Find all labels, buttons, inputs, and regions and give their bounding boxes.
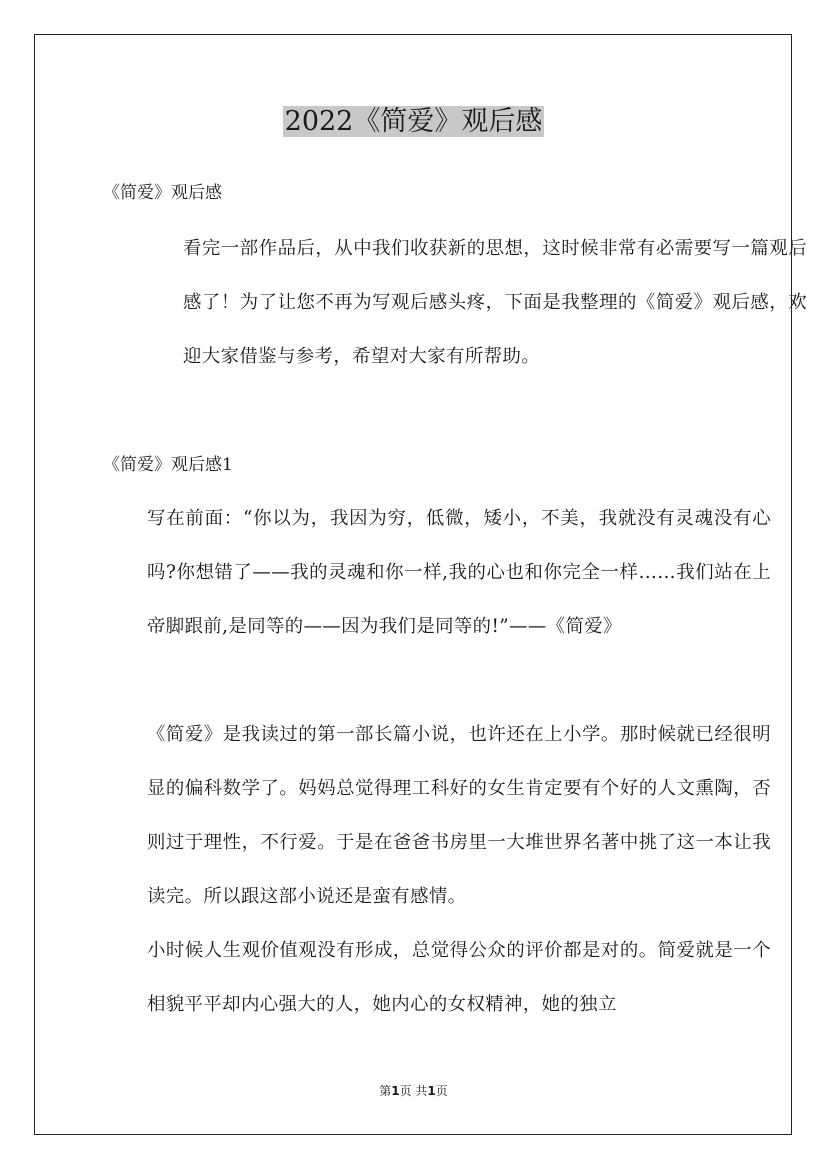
page-footer-mid: 页 共 bbox=[399, 1084, 428, 1098]
page-total: 1 bbox=[427, 1084, 436, 1098]
body-paragraph: 写在前面：“你以为，我因为穷，低微，矮小，不美，我就没有灵魂没有心吗?你想错了——我的灵魂和你一样,我的心也和你完全一样……我们站在上帝脚跟前,是同等的——因为我们是同等的!”——《简爱》 bbox=[147, 508, 771, 637]
body-paragraph: 小时候人生观价值观没有形成，总觉得公众的评价都是对的。简爱就是一个相貌平平却内心强大的人，她内心的女权精神，她的独立 bbox=[147, 940, 771, 1015]
page-footer-prefix: 第 bbox=[379, 1084, 392, 1098]
document-title bbox=[0, 100, 827, 144]
intro-paragraph: 看完一部作品后，从中我们收获新的思想，这时候非常有必需要写一篇观后感了！为了让您不再为写观后感头疼，下面是我整理的《简爱》观后感，欢迎大家借鉴与参考，希望对大家有所帮助。 bbox=[183, 238, 807, 367]
page-footer-suffix: 页 bbox=[435, 1084, 448, 1098]
document-title-text: 2022《简爱》观后感 bbox=[284, 106, 543, 137]
document-subtitle: 《简爱》观后感 bbox=[103, 183, 222, 203]
section-heading-1: 《简爱》观后感1 bbox=[103, 455, 233, 475]
body-paragraph: 《简爱》是我读过的第一部长篇小说，也许还在上小学。那时候就已经很明显的偏科数学了。妈妈总觉得理工科好的女生肯定要有个好的人文熏陶，否则过于理性，不行爱。于是在爸爸书房里一大堆世界名著中挑了这一本让我读完。所以跟这部小说还是蛮有感情。 bbox=[147, 724, 771, 907]
page-footer bbox=[0, 1083, 827, 1099]
page-number: 1 bbox=[391, 1084, 400, 1098]
